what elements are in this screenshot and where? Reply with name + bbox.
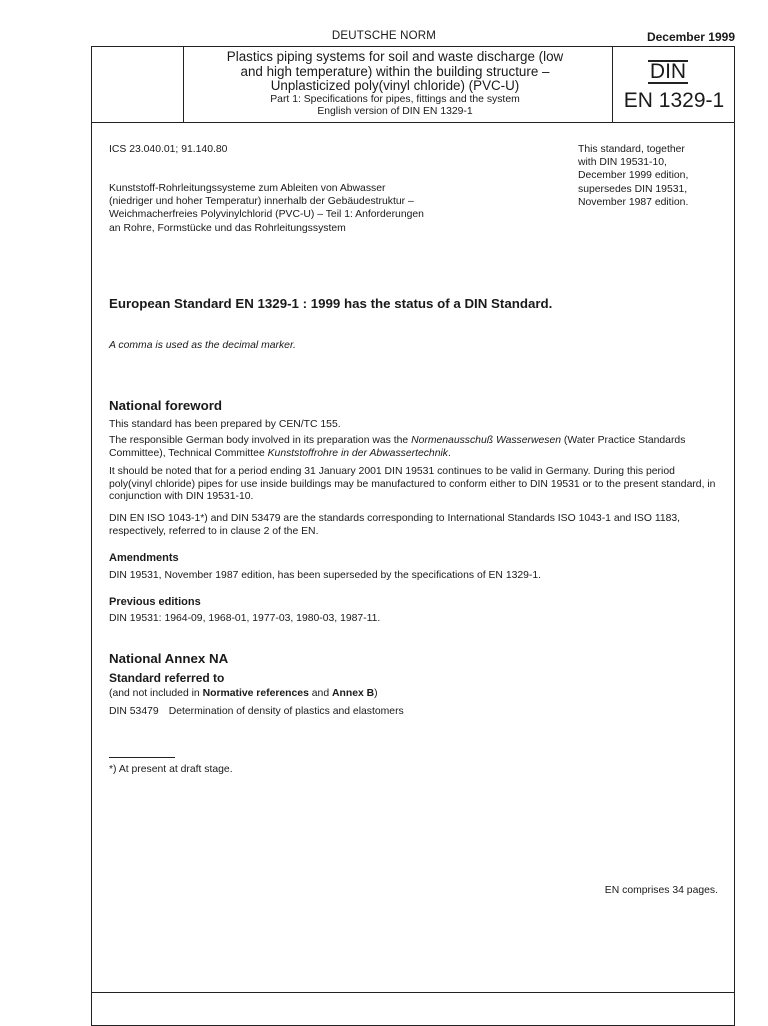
foreword-paragraph-2: The responsible German body involved in its preparation was the Normenausschuß Wasserwesen (Water Practice Standards Committee), Technical Committee Kunststoffrohre in der Abwassertechnik. bbox=[109, 435, 686, 459]
footnote: *) At present at draft stage. bbox=[109, 764, 233, 775]
national-annex-heading: National Annex NA bbox=[109, 651, 229, 666]
annex-note: (and not included in Normative references and Annex B) bbox=[109, 688, 378, 699]
decimal-marker-note: A comma is used as the decimal marker. bbox=[109, 340, 296, 351]
supersedes-note: This standard, together with DIN 19531-10, December 1999 edition, supersedes DIN 19531, November 1987 edition. bbox=[578, 144, 689, 208]
standard-referred-heading: Standard referred to bbox=[109, 671, 225, 685]
national-foreword-heading: National foreword bbox=[109, 398, 223, 413]
status-statement: European Standard EN 1329-1 : 1999 has the status of a DIN Standard. bbox=[109, 296, 553, 311]
publication-date: December 1999 bbox=[646, 30, 735, 44]
standard-number: EN 1329-1 bbox=[623, 89, 725, 112]
footer-rule bbox=[92, 992, 734, 993]
ics-codes: ICS 23.040.01; 91.140.80 bbox=[109, 144, 228, 155]
foreword-paragraph-3: It should be noted that for a period ending 31 January 2001 DIN 19531 continues to be valid in Germany. During this period poly(vinyl chloride) pipes for use inside buildings may be manufactured to conform either to DIN 19531 or to the present standard, in conjunction with DIN 19531-10. bbox=[109, 466, 716, 503]
norm-label: DEUTSCHE NORM bbox=[331, 30, 437, 42]
page-count-note: EN comprises 34 pages. bbox=[604, 885, 718, 896]
amendments-text: DIN 19531, November 1987 edition, has been superseded by the specifications of EN 1329-1. bbox=[109, 570, 542, 581]
annex-reference-row bbox=[109, 706, 721, 719]
previous-editions-heading: Previous editions bbox=[109, 596, 201, 608]
german-title: Kunststoff-Rohrleitungssysteme zum Ableiten von Abwasser (niedriger und hoher Temperatur) innerhalb der Gebäudestruktur – Weichmacherfreies Polyvinylchlorid (PVC-U) – Teil 1: Anforderungen an Rohre, Formstücke und das Rohrleitungssystem bbox=[109, 183, 424, 234]
amendments-heading: Amendments bbox=[109, 552, 179, 564]
foreword-paragraph-1: This standard has been prepared by CEN/TC 155. bbox=[109, 419, 341, 430]
footnote-rule bbox=[109, 757, 175, 758]
document-subtitle: Part 1: Specifications for pipes, fittings and the system English version of DIN EN 1329-1 bbox=[270, 94, 520, 117]
title-bottom-rule bbox=[92, 122, 734, 123]
din-logo: DIN bbox=[649, 60, 687, 83]
reference-title: Determination of density of plastics and elastomers bbox=[168, 706, 404, 717]
document-title: Plastics piping systems for soil and waste discharge (low and high temperature) within the building structure – Unplasticized poly(vinyl chloride) (PVC-U) bbox=[226, 49, 564, 93]
reference-code: DIN 53479 bbox=[109, 706, 159, 717]
previous-editions-text: DIN 19531: 1964-09, 1968-01, 1977-03, 1980-03, 1987-11. bbox=[109, 613, 381, 624]
foreword-paragraph-4: DIN EN ISO 1043-1*) and DIN 53479 are the standards corresponding to International Standards ISO 1043-1 and ISO 1183, respectively, referred to in clause 2 of the EN. bbox=[109, 513, 681, 537]
